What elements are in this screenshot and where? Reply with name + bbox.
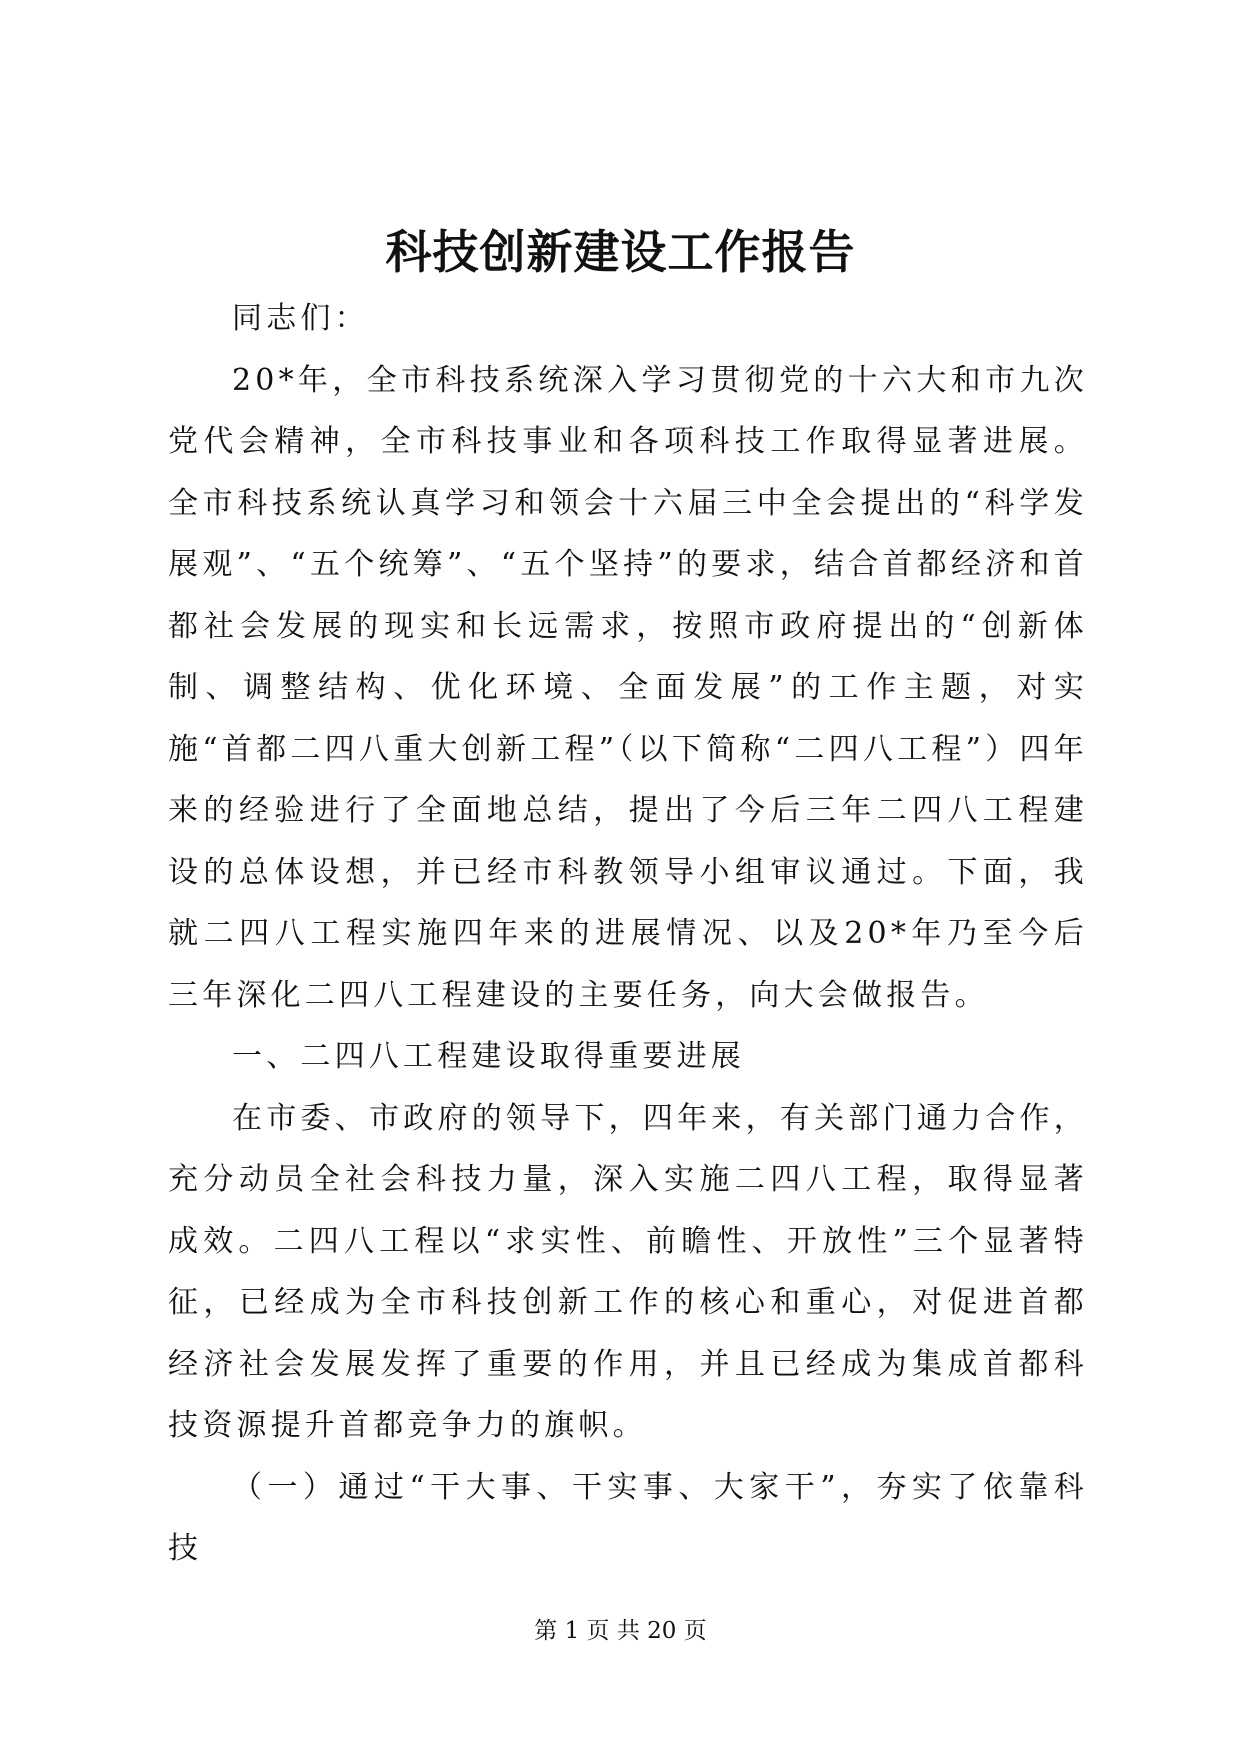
salutation: 同志们：	[232, 301, 369, 336]
section-heading: 一、二四八工程建设取得重要进展	[232, 1039, 745, 1074]
subsection-paragraph: （一）通过“干大事、干实事、大家干”，夯实了依靠科技	[168, 1469, 1088, 1566]
page-footer: 第 1 页 共 20 页	[534, 1618, 707, 1644]
document-body	[168, 288, 1088, 1580]
document-title: 科技创新建设工作报告	[385, 225, 856, 279]
intro-paragraph: 20*年，全市科技系统深入学习贯彻党的十六大和市九次党代会精神，全市科技事业和各项科技工作取得显著进展。全市科技系统认真学习和领会十六届三中全会提出的“科学发展观”、“五个统筹”、“五个坚持”的要求，结合首都经济和首都社会发展的现实和长远需求，按照市政府提出的“创新体制、调整结构、优化环境、全面发展”的工作主题，对实施“首都二四八重大创新工程”（以下简称“二四八工程”）四年来的经验进行了全面地总结，提出了今后三年二四八工程建设的总体设想，并已经市科教领导小组审议通过。下面，我就二四八工程实施四年来的进展情况、以及20*年乃至今后三年深化二四八工程建设的主要任务，向大会做报告。	[168, 362, 1088, 1013]
section-paragraph: 在市委、市政府的领导下，四年来，有关部门通力合作，充分动员全社会科技力量，深入实施二四八工程，取得显著成效。二四八工程以“求实性、前瞻性、开放性”三个显著特征，已经成为全市科技创新工作的核心和重心，对促进首都经济社会发展发挥了重要的作用，并且已经成为集成首都科技资源提升首都竞争力的旗帜。	[168, 1100, 1088, 1443]
